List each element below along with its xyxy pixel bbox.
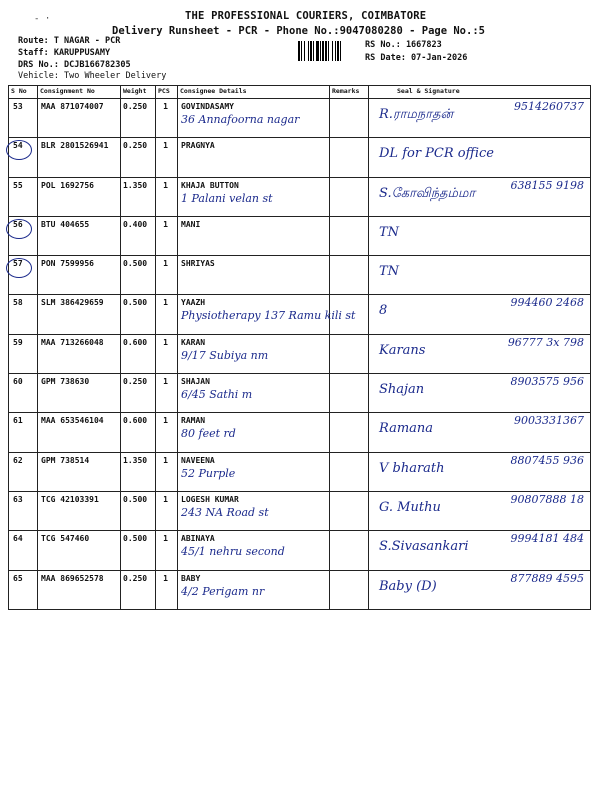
- consignee-name: NAVEENA: [181, 455, 215, 465]
- weight-cell: 0.600: [123, 416, 148, 426]
- signature-phone: 8807455 936: [510, 453, 584, 467]
- sno-cell: 57: [13, 259, 23, 269]
- signature-phone: 994460 2468: [510, 296, 584, 310]
- pcs-cell: 1: [163, 416, 168, 426]
- signature-phone: 9514260737: [514, 100, 584, 113]
- consignment-cell: MAA 869652578: [41, 573, 104, 583]
- signature: TN: [379, 264, 400, 280]
- consignee-name: ABINAYA: [181, 534, 215, 544]
- weight-cell: 0.250: [123, 573, 148, 583]
- handwritten-address: 9/17 Subiya nm: [181, 348, 269, 362]
- remarks-cell: [330, 216, 369, 255]
- weight-cell: 0.250: [123, 141, 148, 151]
- weight-cell: 0.400: [123, 219, 148, 229]
- consignment-cell: MAA 871074007: [41, 102, 104, 111]
- sno-cell: 61: [13, 416, 23, 426]
- pcs-cell: 1: [163, 494, 168, 504]
- remarks-cell: [330, 256, 369, 295]
- handwritten-address: 45/1 nehru second: [181, 545, 285, 559]
- pcs-cell: 1: [163, 259, 168, 269]
- pcs-cell: 1: [163, 219, 168, 229]
- table-row: [9, 413, 591, 452]
- weight-cell: 0.250: [123, 377, 148, 387]
- pen-circle-mark: [6, 219, 32, 239]
- sno-cell: 63: [13, 494, 23, 504]
- table-row: [9, 177, 591, 216]
- sno-cell: 65: [13, 573, 23, 583]
- weight-cell: 0.600: [123, 337, 148, 347]
- signature: V bharath: [379, 460, 445, 476]
- signature-phone: 9003331367: [514, 414, 584, 428]
- handwritten-address: 1 Palani velan st: [181, 191, 273, 205]
- handwritten-address: 6/45 Sathi m: [181, 388, 253, 402]
- col-pcs: PCS: [156, 86, 178, 99]
- table-header-row: [9, 86, 591, 99]
- pcs-cell: 1: [163, 455, 168, 465]
- signature: TN: [379, 224, 400, 240]
- signature-phone: 638155 9198: [510, 178, 584, 192]
- consignment-cell: BLR 2801526941: [41, 141, 109, 151]
- vehicle-label: Vehicle: Two Wheeler Delivery: [18, 71, 167, 81]
- handwritten-address: 243 NA Road st: [181, 505, 269, 519]
- consignment-cell: MAA 653546104: [41, 416, 104, 426]
- pcs-cell: 1: [163, 298, 168, 308]
- sno-cell: 62: [13, 455, 23, 465]
- staff-label: Staff: KARUPPUSAMY: [18, 48, 111, 58]
- consignee-name: LOGESH KUMAR: [181, 494, 239, 504]
- handwritten-address: Physiotherapy 137 Ramu kili st: [181, 309, 356, 323]
- consignment-cell: TCG 42103391: [41, 494, 99, 504]
- table-row: [9, 295, 591, 334]
- sno-cell: 64: [13, 534, 23, 544]
- consignee-name: PRAGNYA: [181, 141, 215, 151]
- sno-cell: 54: [13, 141, 23, 151]
- pcs-cell: 1: [163, 337, 168, 347]
- signature-phone: 877889 4595: [510, 571, 584, 585]
- remarks-cell: [330, 99, 369, 138]
- sno-cell: 60: [13, 377, 23, 387]
- rs-number: RS No.: 1667823: [365, 40, 442, 50]
- col-consignment: Consignment No: [38, 86, 121, 99]
- handwritten-address: 36 Annafoorna nagar: [181, 113, 300, 126]
- remarks-cell: [330, 570, 369, 609]
- remarks-cell: [330, 374, 369, 413]
- consignment-cell: POL 1692756: [41, 180, 94, 190]
- consignee-name: SHAJAN: [181, 377, 210, 387]
- remarks-cell: [330, 138, 369, 177]
- consignment-cell: TCG 547460: [41, 534, 90, 544]
- drs-label: DRS No.: DCJB166782305: [18, 60, 131, 70]
- table-row: [9, 374, 591, 413]
- pcs-cell: 1: [163, 141, 168, 151]
- pen-circle-mark: [6, 258, 32, 278]
- signature: R.ராமநாதன்: [379, 107, 454, 122]
- remarks-cell: [330, 334, 369, 373]
- consignee-name: RAMAN: [181, 416, 206, 426]
- consignee-name: KHAJA BUTTON: [181, 180, 239, 190]
- signature: 8: [379, 303, 388, 319]
- col-consignee: Consignee Details: [178, 86, 330, 99]
- signature: Shajan: [379, 382, 425, 398]
- consignment-cell: PON 7599956: [41, 259, 94, 269]
- signature: S.கோவிந்தம்மா: [379, 185, 476, 201]
- table-row: [9, 531, 591, 570]
- col-sno: S No: [9, 86, 38, 99]
- signature: Ramana: [379, 421, 434, 437]
- remarks-cell: [330, 531, 369, 570]
- weight-cell: 0.500: [123, 534, 148, 544]
- sno-cell: 59: [13, 337, 23, 347]
- pen-circle-mark: [6, 140, 32, 160]
- signature: G. Muthu: [379, 499, 441, 515]
- sno-cell: 56: [13, 219, 23, 229]
- consignment-cell: BTU 404655: [41, 219, 90, 229]
- corner-mark: - ·: [34, 14, 51, 24]
- col-seal: Seal & Signature: [369, 86, 591, 99]
- remarks-cell: [330, 177, 369, 216]
- pcs-cell: 1: [163, 180, 168, 190]
- weight-cell: 0.500: [123, 494, 148, 504]
- table-row: [9, 216, 591, 255]
- table-row: [9, 99, 591, 138]
- sno-cell: 53: [13, 102, 23, 111]
- table-row: [9, 452, 591, 491]
- table-row: [9, 491, 591, 530]
- runsheet-subtitle: Delivery Runsheet - PCR - Phone No.:9047080280 - Page No.:5: [112, 25, 485, 37]
- company-title: THE PROFESSIONAL COURIERS, COIMBATORE: [185, 10, 427, 22]
- consignee-name: BABY: [181, 573, 201, 583]
- pcs-cell: 1: [163, 573, 168, 583]
- delivery-table: [8, 85, 591, 610]
- route-label: Route: T NAGAR - PCR: [18, 36, 121, 46]
- pcs-cell: 1: [163, 534, 168, 544]
- barcode: [298, 41, 358, 61]
- consignment-cell: SLM 386429659: [41, 298, 104, 308]
- consignee-name: KARAN: [181, 337, 206, 347]
- consignment-cell: GPM 738630: [41, 377, 90, 387]
- sno-cell: 55: [13, 180, 23, 190]
- signature: Karans: [379, 342, 426, 358]
- consignee-name: YAAZH: [181, 298, 206, 308]
- signature-phone: 9994181 484: [510, 532, 584, 546]
- signature-phone: 96777 3x 798: [507, 335, 584, 349]
- consignee-name: GOVINDASAMY: [181, 102, 234, 111]
- sno-cell: 58: [13, 298, 23, 308]
- consignment-cell: GPM 738514: [41, 455, 90, 465]
- signature-phone: 90807888 18: [510, 492, 584, 506]
- handwritten-address: 4/2 Perigam nr: [181, 584, 265, 598]
- handwritten-address: 80 feet rd: [181, 427, 236, 441]
- weight-cell: 0.500: [123, 259, 148, 269]
- remarks-cell: [330, 413, 369, 452]
- signature-phone: 8903575 956: [510, 375, 584, 389]
- col-weight: Weight: [121, 86, 156, 99]
- weight-cell: 0.250: [123, 102, 148, 111]
- weight-cell: 1.350: [123, 180, 148, 190]
- weight-cell: 0.500: [123, 298, 148, 308]
- signature: DL for PCR office: [379, 146, 494, 162]
- table-row: [9, 256, 591, 295]
- pcs-cell: 1: [163, 377, 168, 387]
- remarks-cell: [330, 452, 369, 491]
- signature: Baby (D): [379, 578, 437, 594]
- table-row: [9, 334, 591, 373]
- col-remarks: Remarks: [330, 86, 369, 99]
- handwritten-address: 52 Purple: [181, 466, 236, 480]
- consignee-name: MANI: [181, 219, 201, 229]
- table-row: [9, 570, 591, 609]
- rs-date: RS Date: 07-Jan-2026: [365, 53, 468, 63]
- barcode-bar: [341, 41, 342, 61]
- remarks-cell: [330, 491, 369, 530]
- weight-cell: 1.350: [123, 455, 148, 465]
- signature: S.Sivasankari: [379, 539, 469, 555]
- consignment-cell: MAA 713266048: [41, 337, 104, 347]
- table-row: [9, 138, 591, 177]
- consignee-name: SHRIYAS: [181, 259, 215, 269]
- pcs-cell: 1: [163, 102, 168, 111]
